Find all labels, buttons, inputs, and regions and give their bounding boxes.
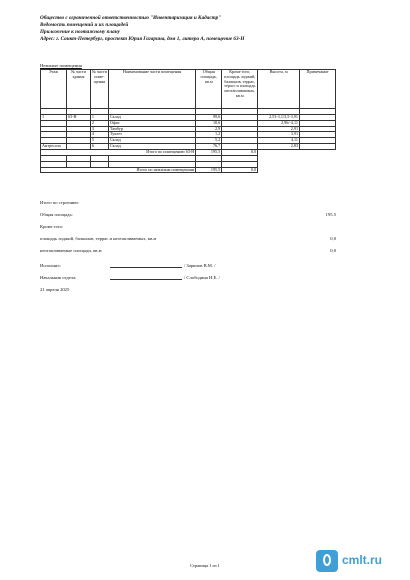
subtotal-label: Итого по помещению 63-Н (41, 149, 196, 155)
cell-part: 4 (90, 132, 108, 138)
cell-floor: Антресоль (41, 143, 67, 149)
watermark (316, 548, 406, 574)
document-date: 21 апреля 2025 (40, 287, 70, 292)
subtotal-extra: 0,0 (222, 149, 258, 155)
col-area: Общая площадь, кв.м (196, 70, 222, 109)
head-signature (40, 275, 336, 280)
document-header (40, 15, 380, 43)
page-footer: Страница 1 из 1 (190, 563, 220, 568)
cell-height: 2,83 (258, 143, 300, 149)
executor-label: Исполнил: (40, 263, 61, 268)
cmlt-logo-icon (316, 550, 338, 572)
col-room-name: Наименование части помещения (108, 70, 195, 109)
table-header-row (41, 70, 336, 109)
balconies-label: площадь лоджий, балконов, террас и неотапливаемых, кв.м (40, 236, 157, 241)
cell-area: 10,6 (196, 120, 222, 126)
head-name: / Слободина Н.Е. / (184, 275, 220, 280)
doc-title: Ведомость помещений и их площадей (40, 22, 129, 28)
cell-area: 5,2 (196, 138, 222, 144)
cell-area: 2,9 (196, 126, 222, 132)
col-height: Высота, м (258, 70, 300, 109)
cell-area: 1,2 (196, 132, 222, 138)
balconies-line (40, 236, 336, 241)
executor-sign-line (110, 263, 182, 268)
cell-part: 3 (90, 126, 108, 132)
section-title: Нежилые помещения (40, 63, 82, 68)
subtotal-area: 195,5 (196, 149, 222, 155)
total-area: 195,5 (196, 167, 222, 173)
org-name: Общество с ограниченной ответственностью "Инвентаризация и Кадастр" (40, 15, 222, 21)
total-area-label: Общая площадь: (40, 212, 73, 217)
unused-label: неотапливаемые площади, кв.м (40, 248, 102, 253)
total-label: Итого по нежилым помещениям (41, 167, 196, 173)
watermark-text: cmlt.ru (342, 553, 383, 567)
cell-name: Склад (108, 115, 195, 121)
cell-part: 5 (90, 138, 108, 144)
total-area-value: 195.5 (325, 212, 336, 217)
cell-part: 1 (90, 115, 108, 121)
cell-height: 2,53-3,1/3,5-3,91 (258, 115, 300, 121)
summary-title: Итого по строению: (40, 200, 80, 205)
besides-label: Кроме того: (40, 224, 64, 229)
cell-part: 6 (90, 143, 108, 149)
col-extra-area: Кроме того, площадь лоджий, балконов, террас, тераcс и площадь неотапливаемых, кв.м (222, 70, 258, 109)
cell-height: 4,11 (258, 138, 300, 144)
cell-floor: 1 (41, 115, 67, 121)
cell-height: 2,96/-4,11 (258, 120, 300, 126)
cell-name: Склад (108, 143, 195, 149)
cell-name: Офис (108, 120, 195, 126)
executor-name: / Зарипов В.М. / (184, 263, 216, 268)
doc-address: Адрес: г. Санкт-Петербург, проспект Юрия Гагарина, дом 1, литера А, помещение 63-Н (40, 36, 245, 42)
cell-part: 2 (90, 120, 108, 126)
col-room-part: № части поме-щения (90, 70, 108, 109)
total-row (41, 167, 336, 173)
unused-line (40, 248, 336, 253)
executor-signature (40, 263, 336, 268)
cell-area: 99,6 (196, 115, 222, 121)
cell-name: Тамбур (108, 126, 195, 132)
head-label: Начальник отдела: (40, 275, 77, 280)
unused-value: 0,0 (330, 248, 336, 253)
rooms-table (40, 69, 336, 173)
cell-building: 63-Н (66, 115, 90, 121)
cell-height: 2,91 (258, 126, 300, 132)
balconies-value: 0,0 (330, 236, 336, 241)
cell-height: 3,91 (258, 132, 300, 138)
cell-name: Туалет (108, 132, 195, 138)
cell-area: 76,7 (196, 143, 222, 149)
head-sign-line (110, 275, 182, 280)
doc-subtitle: Приложение к поэтажному плану (40, 29, 120, 35)
col-building-part: № части здания (66, 70, 90, 109)
total-extra: 0,0 (222, 167, 258, 173)
col-note: Примечание (300, 70, 336, 109)
cell-name: Склад (108, 138, 195, 144)
total-area-line (40, 212, 336, 217)
col-floor: Этаж (41, 70, 67, 109)
